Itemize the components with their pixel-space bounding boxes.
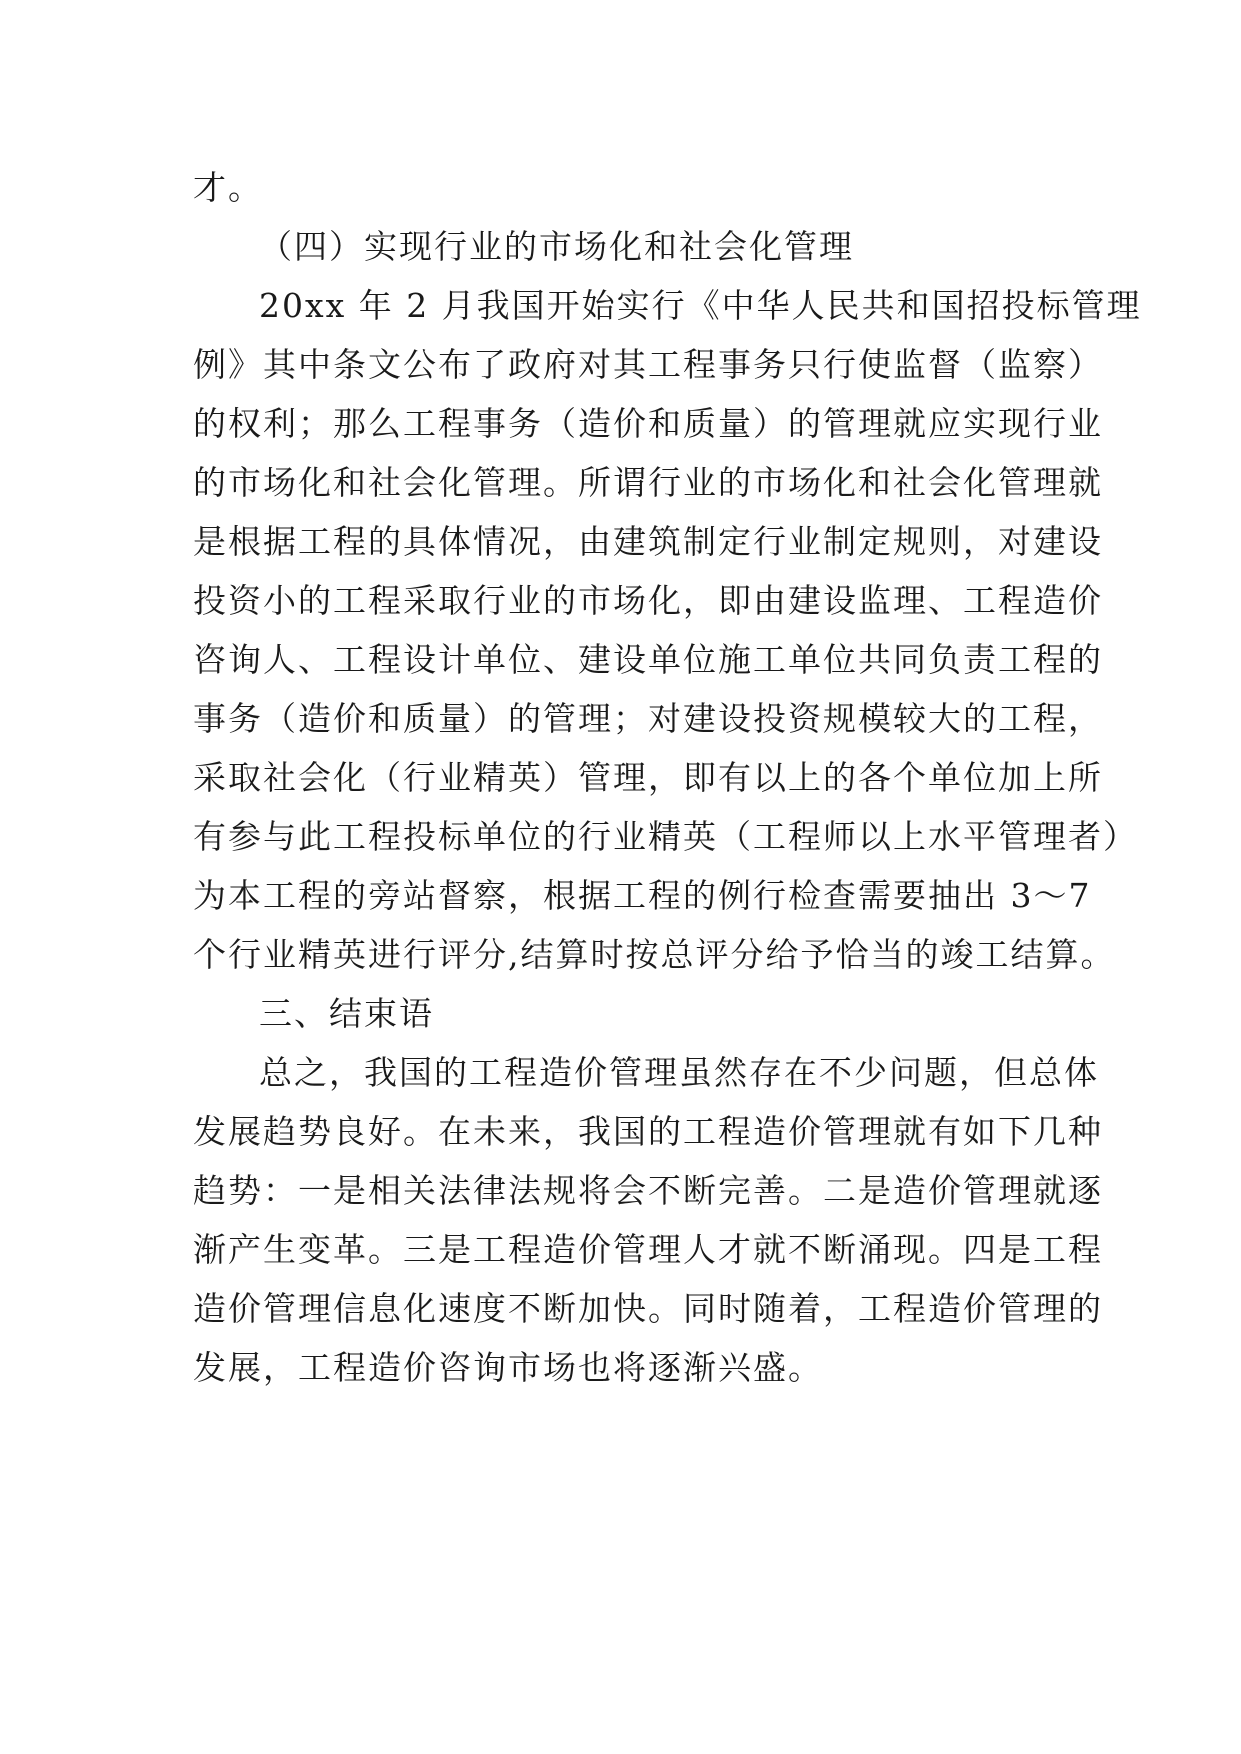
text-line: 造价管理信息化速度不断加快。同时随着，工程造价管理的 <box>193 1289 1103 1328</box>
text-line: 咨询人、工程设计单位、建设单位施工单位共同负责工程的 <box>193 640 1103 679</box>
document-body <box>193 158 1142 1397</box>
section-heading: 三、结束语 <box>259 994 434 1033</box>
section-heading: （四）实现行业的市场化和社会化管理 <box>259 227 854 266</box>
text-line: 的权利；那么工程事务（造价和质量）的管理就应实现行业 <box>193 404 1103 443</box>
text-line: 采取社会化（行业精英）管理，即有以上的各个单位加上所 <box>193 758 1103 797</box>
text-line: 投资小的工程采取行业的市场化，即由建设监理、工程造价 <box>193 581 1103 620</box>
text-line: 是根据工程的具体情况，由建筑制定行业制定规则，对建设 <box>193 522 1103 561</box>
text-line: 才。 <box>193 168 263 207</box>
text-line: 例》其中条文公布了政府对其工程事务只行使监督（监察） <box>193 345 1103 384</box>
text-line: 渐产生变革。三是工程造价管理人才就不断涌现。四是工程 <box>193 1230 1103 1269</box>
paragraph-start-line: 20xx 年 2 月我国开始实行《中华人民共和国招投标管理 <box>259 286 1142 325</box>
text-line: 发展趋势良好。在未来，我国的工程造价管理就有如下几种 <box>193 1112 1103 1151</box>
text-line: 的市场化和社会化管理。所谓行业的市场化和社会化管理就 <box>193 463 1103 502</box>
paragraph-start-line: 总之，我国的工程造价管理虽然存在不少问题，但总体 <box>259 1053 1099 1092</box>
text-line: 有参与此工程投标单位的行业精英（工程师以上水平管理者） <box>193 817 1138 856</box>
text-line: 事务（造价和质量）的管理；对建设投资规模较大的工程， <box>193 699 1103 738</box>
text-line: 趋势：一是相关法律法规将会不断完善。二是造价管理就逐 <box>193 1171 1103 1210</box>
text-line: 个行业精英进行评分,结算时按总评分给予恰当的竣工结算。 <box>193 935 1116 974</box>
text-line: 为本工程的旁站督察，根据工程的例行检查需要抽出 3～7 <box>193 876 1092 915</box>
text-line: 发展，工程造价咨询市场也将逐渐兴盛。 <box>193 1348 823 1387</box>
